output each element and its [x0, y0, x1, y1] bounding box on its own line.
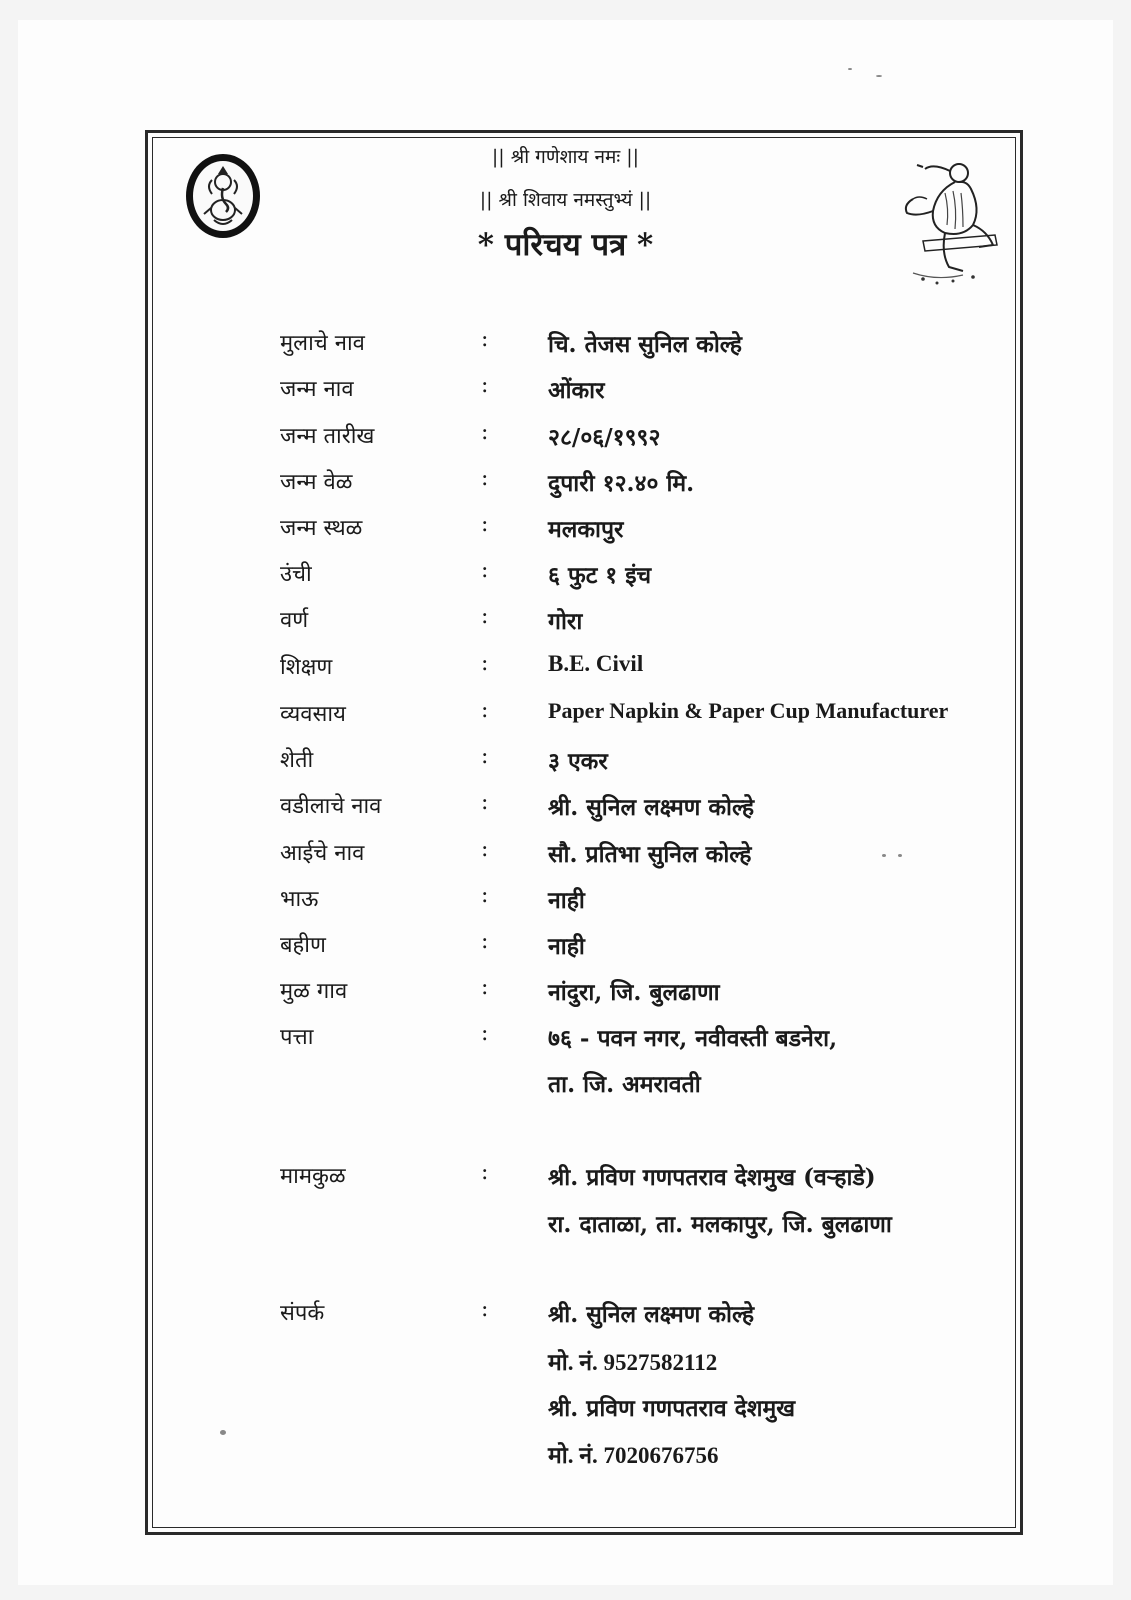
field-label: शिक्षण — [280, 655, 333, 680]
field-row-father-name — [0, 790, 1131, 830]
field-label: वडीलाचे नाव — [280, 794, 382, 819]
field-row-mamkul — [0, 1160, 1131, 1200]
field-value: नाही — [548, 887, 585, 914]
field-row-mother-name — [0, 837, 1131, 877]
address-line: ७६ - पवन नगर, नवीवस्ती बडनेरा, — [548, 1025, 838, 1052]
address-line: ता. जि. अमरावती — [548, 1071, 701, 1098]
field-label: बहीण — [280, 933, 326, 958]
field-row-contact — [0, 1297, 1131, 1337]
field-value: गोरा — [548, 608, 583, 635]
field-row-sister — [0, 929, 1131, 969]
field-label: जन्म नाव — [280, 377, 354, 402]
field-row-birth-time — [0, 466, 1131, 506]
field-label: भाऊ — [280, 887, 319, 912]
field-colon: : — [481, 883, 489, 908]
contact-phone: मो. नं. 9527582112 — [548, 1350, 718, 1375]
field-row-native-place — [0, 975, 1131, 1015]
field-row-farmland — [0, 744, 1131, 784]
field-value: B.E. Civil — [548, 651, 644, 676]
field-row-address — [0, 1021, 1131, 1061]
invocation-ganesh: || श्री गणेशाय नमः || — [491, 146, 640, 168]
field-value: ३ एकर — [548, 748, 608, 775]
field-label: जन्म तारीख — [280, 424, 375, 449]
mamkul-line: रा. दाताळा, ता. मलकापुर, जि. बुलढाणा — [548, 1211, 892, 1238]
field-row-brother — [0, 883, 1131, 923]
field-value: ६ फुट १ इंच — [548, 562, 652, 589]
field-value: नाही — [548, 933, 585, 960]
field-colon: : — [481, 698, 489, 723]
field-colon: : — [481, 327, 489, 352]
page-title: * परिचय पत्र * — [477, 227, 654, 263]
field-value: नांदुरा, जि. बुलढाणा — [548, 979, 720, 1006]
field-row-birth-place — [0, 512, 1131, 552]
field-colon: : — [481, 1021, 489, 1046]
field-value: ओंकार — [548, 377, 605, 404]
field-colon: : — [481, 929, 489, 954]
field-colon: : — [481, 744, 489, 769]
field-label: वर्ण — [280, 608, 309, 633]
invocation-shiva: || श्री शिवाय नमस्तुभ्यं || — [479, 189, 652, 211]
field-label: मुळ गाव — [280, 979, 348, 1004]
scan-speck — [876, 75, 882, 77]
contact-phone: मो. नं. 7020676756 — [548, 1443, 719, 1468]
field-label: मामकुळ — [280, 1164, 346, 1189]
scan-speck — [220, 1430, 226, 1435]
field-label: व्यवसाय — [280, 702, 346, 727]
field-value: दुपारी १२.४० मि. — [548, 470, 695, 497]
scan-speck — [848, 68, 852, 70]
field-colon: : — [481, 1297, 489, 1322]
contact-line: श्री. प्रविण गणपतराव देशमुख — [548, 1395, 796, 1422]
field-value: Paper Napkin & Paper Cup Manufacturer — [548, 698, 949, 723]
field-value: मलकापुर — [548, 516, 624, 543]
field-colon: : — [481, 975, 489, 1000]
field-row-education — [0, 651, 1131, 691]
field-value: चि. तेजस सुनिल कोल्हे — [548, 331, 742, 358]
field-colon: : — [481, 651, 489, 676]
field-label: पत्ता — [280, 1025, 314, 1050]
field-row-height — [0, 558, 1131, 598]
scan-speck — [898, 854, 902, 857]
field-row-complexion — [0, 604, 1131, 644]
field-colon: : — [481, 604, 489, 629]
scan-speck — [882, 854, 886, 857]
field-label: जन्म वेळ — [280, 470, 353, 495]
field-row-name — [0, 327, 1131, 367]
field-value: श्री. सुनिल लक्ष्मण कोल्हे — [548, 794, 755, 821]
mamkul-line: श्री. प्रविण गणपतराव देशमुख (वऱ्हाडे) — [548, 1164, 876, 1191]
field-colon: : — [481, 1160, 489, 1185]
field-label: शेती — [280, 748, 314, 773]
field-row-birth-date — [0, 420, 1131, 460]
field-label: आईचे नाव — [280, 841, 365, 866]
field-label: जन्म स्थळ — [280, 516, 363, 541]
field-colon: : — [481, 512, 489, 537]
field-colon: : — [481, 466, 489, 491]
field-row-birth-name — [0, 373, 1131, 413]
contact-line: श्री. सुनिल लक्ष्मण कोल्हे — [548, 1301, 755, 1328]
field-colon: : — [481, 373, 489, 398]
field-colon: : — [481, 420, 489, 445]
field-colon: : — [481, 558, 489, 583]
field-row-occupation — [0, 698, 1131, 738]
field-value: सौ. प्रतिभा सुनिल कोल्हे — [548, 841, 752, 868]
field-colon: : — [481, 837, 489, 862]
field-label: मुलाचे नाव — [280, 331, 365, 356]
field-colon: : — [481, 790, 489, 815]
field-value: २८/०६/१९९२ — [548, 424, 661, 451]
field-label: संपर्क — [280, 1301, 325, 1326]
field-label: उंची — [280, 562, 312, 587]
